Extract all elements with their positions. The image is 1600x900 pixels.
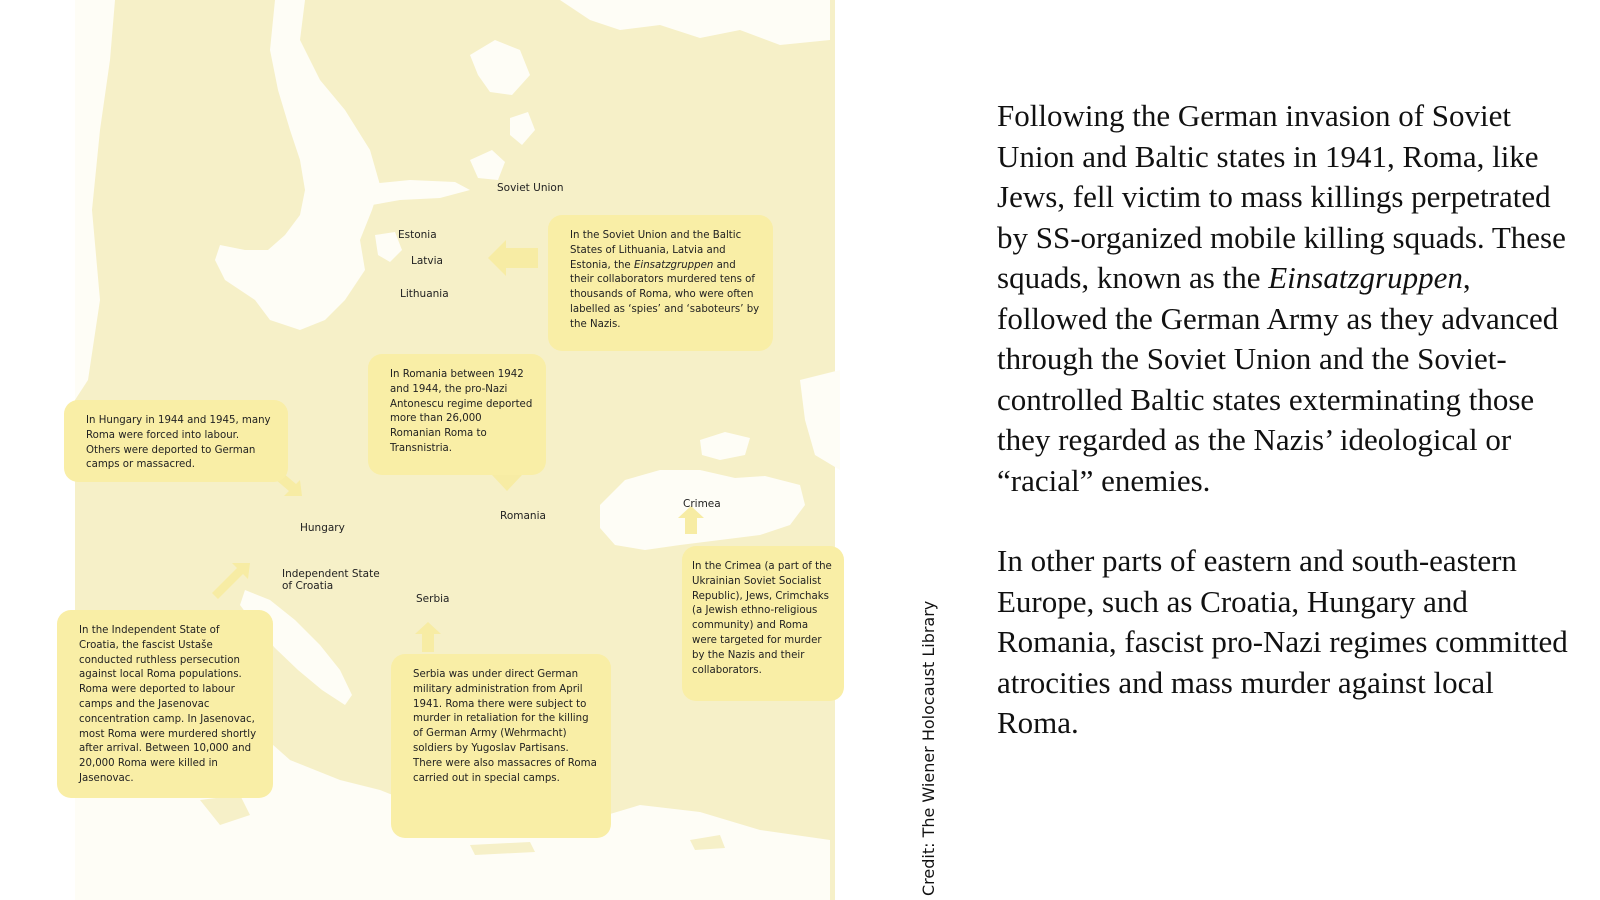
note-serbia-text: Serbia was under direct German military administration from April 1941. Roma there were subject to murder in retaliation for the killing of German Army (Wehrmacht) soldiers by Yugoslav Partisans. There were also massacres of Roma carried out in special camps. — [413, 669, 597, 784]
soviet-arrow — [488, 240, 538, 276]
note-serbia — [391, 654, 611, 838]
label-crimea: Crimea — [683, 498, 721, 510]
label-hungary: Hungary — [300, 522, 345, 534]
label-croatia-line1: Independent State — [282, 568, 380, 580]
note-romania — [368, 354, 546, 475]
note-hungary-text: In Hungary in 1944 and 1945, many Roma were forced into labour. Others were deported to German camps or massacred. — [86, 415, 271, 471]
label-latvia: Latvia — [411, 255, 443, 267]
note-soviet-text-pre: In the Soviet Union and the Baltic States of Lithuania, Latvia and Estonia, the — [570, 230, 742, 271]
paragraph-1-pre: Following the German invasion of Soviet Union and Baltic states in 1941, Roma, like Jews, fell victim to mass killings perpetrated by SS-organized mobile killing squads. These squads, known as the — [997, 98, 1566, 295]
paragraph-1-em: Einsatzgruppen — [1268, 260, 1463, 295]
note-soviet-text-post: and their collaborators murdered tens of thousands of Roma, who were often labelled as ‘spies’ and ‘saboteurs’ by the Nazis. — [570, 259, 760, 330]
note-croatia — [57, 610, 273, 798]
label-estonia: Estonia — [398, 229, 437, 241]
paragraph-1 — [997, 96, 1577, 501]
note-romania-text: In Romania between 1942 and 1944, the pro-Nazi Antonescu regime deported more than 26,000 Romanian Roma to Transnistria. — [390, 369, 533, 454]
label-serbia: Serbia — [416, 593, 450, 605]
note-hungary — [64, 400, 288, 482]
note-soviet-text-em: Einsatzgruppen — [633, 259, 714, 271]
label-croatia — [282, 568, 380, 592]
body-text — [997, 96, 1577, 784]
label-romania: Romania — [500, 510, 546, 522]
label-croatia-line2: of Croatia — [282, 580, 334, 592]
note-crimea-text: In the Crimea (a part of the Ukrainian Soviet Socialist Republic), Jews, Crimchaks (a Jewish ethno-religious community) and Roma were targeted for murder by the Nazis and their collaborators. — [692, 561, 832, 676]
note-croatia-text: In the Independent State of Croatia, the fascist Ustaše conducted ruthless persecution against local Roma populations. Roma were deported to labour camps and the Jasenovac concentration camp. In Jasenovac, most Roma were murdered shortly after arrival. Between 10,000 and 20,000 Roma were killed in Jasenovac. — [79, 625, 257, 784]
crimea-arrow — [678, 506, 704, 534]
credit-line: Credit: The Wiener Holocaust Library — [919, 600, 938, 896]
croatia-arrow — [212, 563, 250, 599]
paragraph-2: In other parts of eastern and south-eastern Europe, such as Croatia, Hungary and Romania, fascist pro-Nazi regimes committed atrocities and mass murder against local Roma. — [997, 543, 1568, 740]
paragraph-1-post: , followed the German Army as they advanced through the Soviet Union and the Soviet-controlled Baltic states exterminating those they regarded as the Nazis’ ideological or “racial” enemies. — [997, 260, 1559, 498]
serbia-arrow — [415, 622, 441, 652]
note-crimea — [682, 546, 844, 701]
label-soviet-union: Soviet Union — [497, 182, 564, 194]
note-soviet-union — [548, 215, 773, 351]
label-lithuania: Lithuania — [400, 288, 449, 300]
